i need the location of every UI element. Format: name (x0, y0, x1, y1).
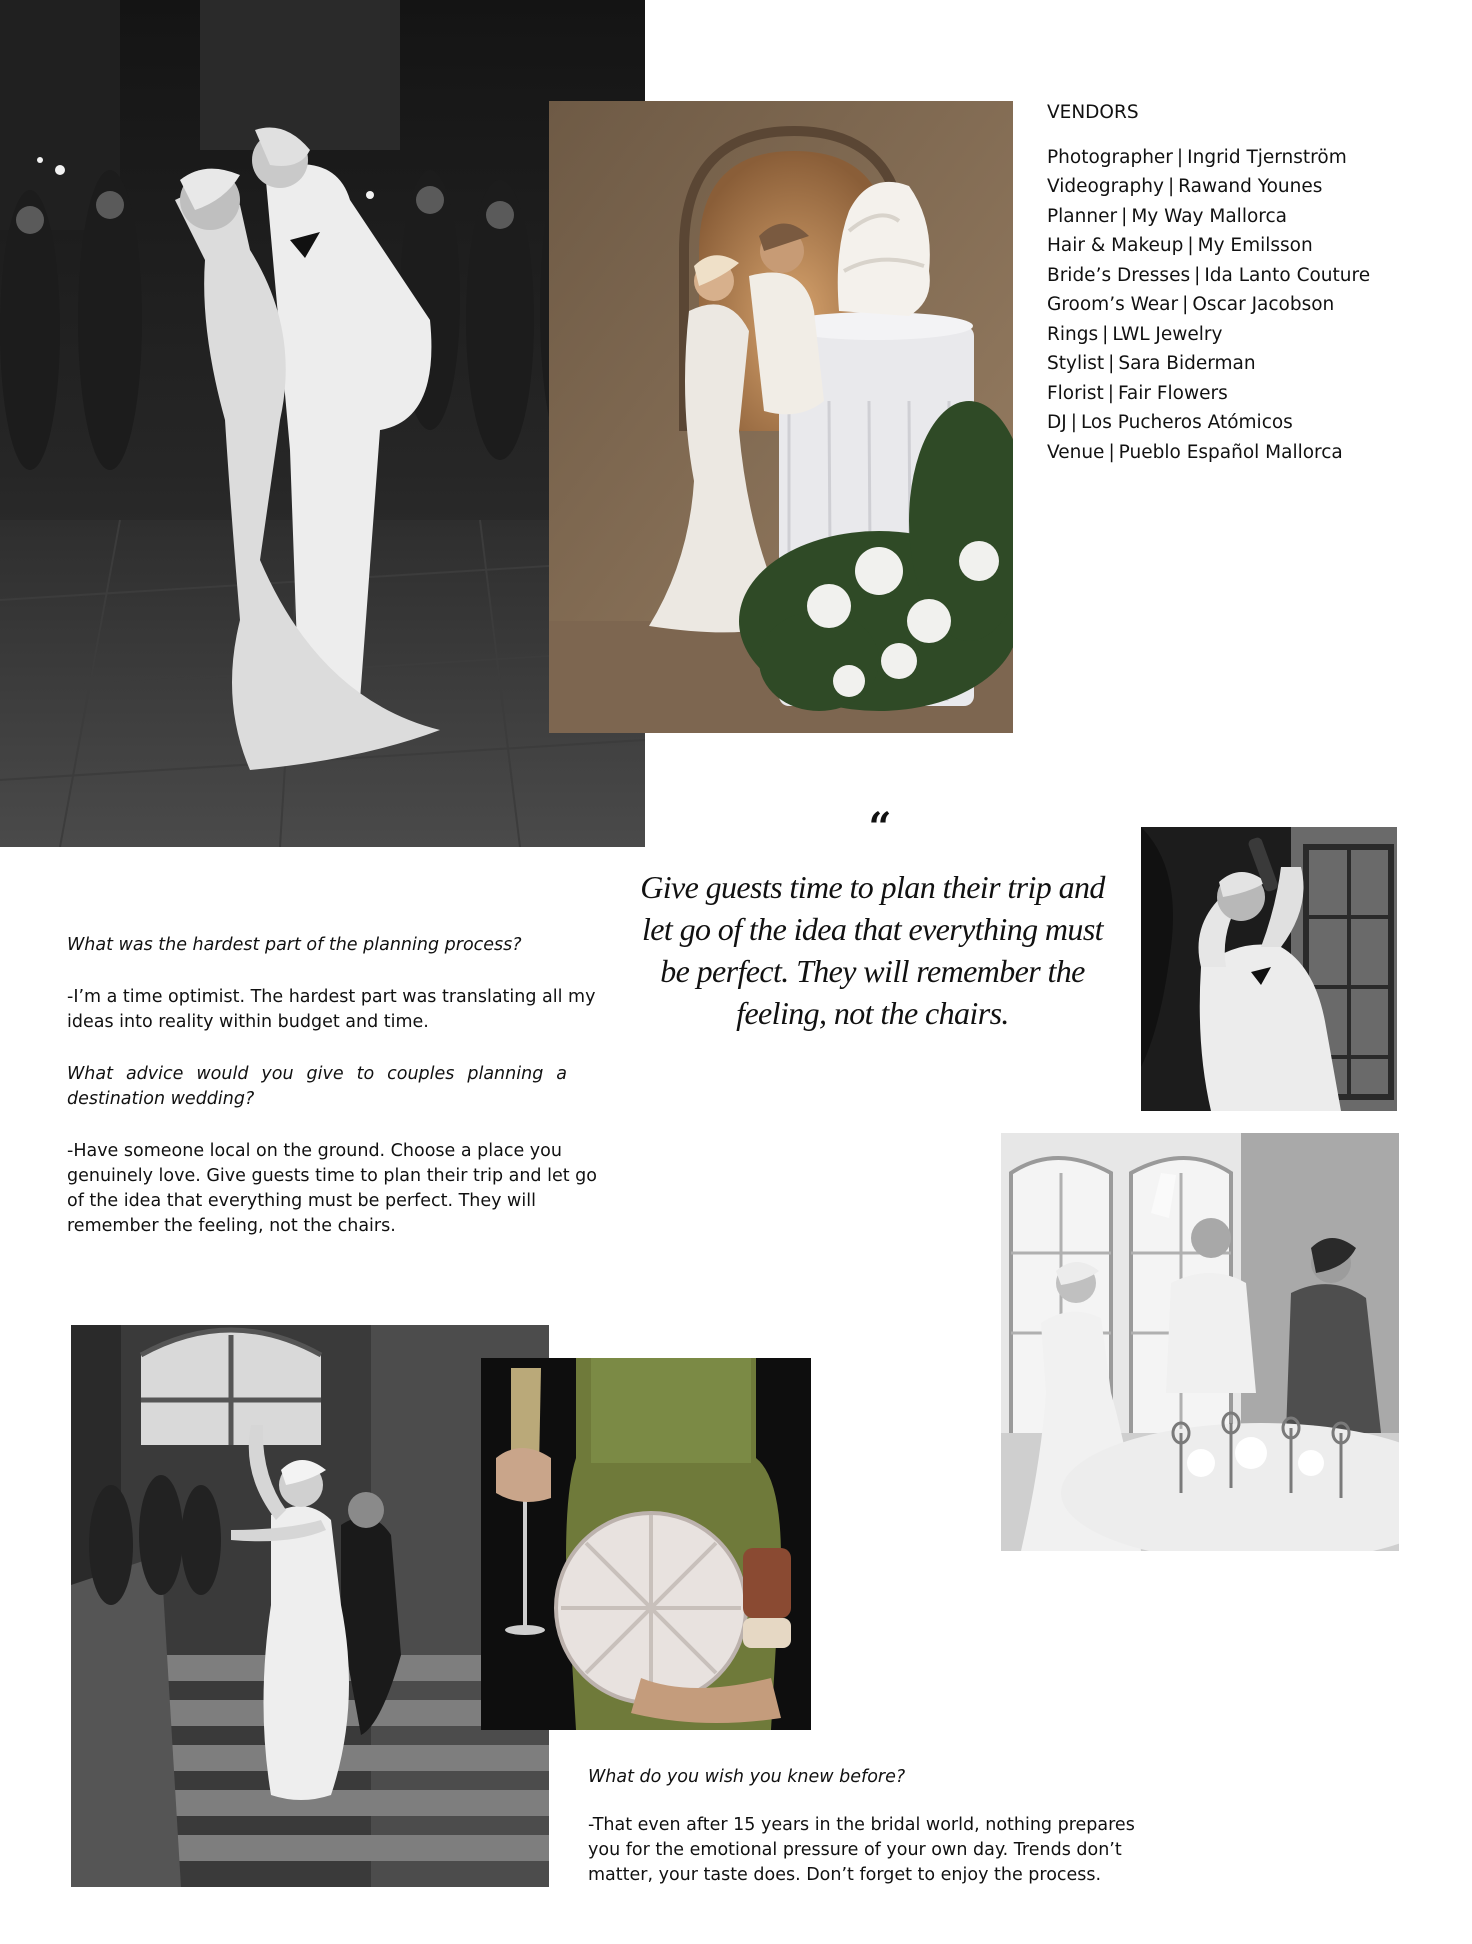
answer-text: -Have someone local on the ground. Choose a place you genuinely love. Give guests time to plan their trip and let go of the idea that everything must be perfect. They will remember the feeling, not the chairs. (67, 1141, 597, 1236)
answer-hardest-part (67, 985, 597, 1035)
vendor-row (1047, 143, 1447, 173)
vendor-name: Oscar Jacobson (1192, 294, 1335, 315)
vendor-separator: | (1187, 235, 1194, 256)
vendor-separator: | (1167, 176, 1175, 197)
vendor-name: Ingrid Tjernström (1187, 146, 1347, 168)
photo-bride-stairs (71, 1325, 549, 1887)
vendor-row (1047, 349, 1447, 379)
vendor-row (1047, 320, 1447, 350)
vendor-role: Planner (1047, 205, 1118, 227)
photo-dinner-toast (1001, 1133, 1399, 1551)
answer-advice (67, 1139, 597, 1239)
answer-text: -That even after 15 years in the bridal world, nothing prepares you for the emotional pressure of your own day. Trends don’t matter, your taste does. Don’t forget to enjoy the process. (588, 1815, 1135, 1885)
question-text: What advice would you give to couples planning a destination wedding? (67, 1064, 567, 1109)
vendor-separator: | (1176, 146, 1184, 168)
vendor-name: Sara Biderman (1118, 353, 1256, 374)
vendor-role: Rings (1047, 323, 1099, 345)
vendor-name: Fair Flowers (1117, 382, 1228, 404)
vendor-separator: | (1108, 441, 1115, 463)
vendors-block (1047, 98, 1447, 467)
vendor-role: Stylist (1047, 353, 1105, 374)
question-advice (67, 1062, 567, 1112)
vendor-role: Groom’s Wear (1047, 294, 1179, 315)
vendor-role: Videography (1047, 176, 1164, 197)
vendor-separator: | (1182, 294, 1189, 315)
vendor-role: Photographer (1047, 146, 1173, 168)
vendor-separator: | (1107, 382, 1114, 404)
photo-groom-drinking (1141, 827, 1397, 1111)
vendor-separator: | (1121, 205, 1128, 227)
vendor-name: Rawand Younes (1178, 176, 1323, 197)
vendor-separator: | (1102, 323, 1109, 345)
vendor-name: My Way Mallorca (1131, 205, 1287, 227)
vendor-name: Pueblo Español Mallorca (1118, 441, 1343, 463)
question-wish-knew (588, 1765, 1148, 1790)
vendor-row (1047, 202, 1447, 232)
vendor-separator: | (1194, 264, 1201, 286)
vendors-title: VENDORS (1047, 102, 1139, 123)
vendor-row (1047, 261, 1447, 291)
question-text: What do you wish you knew before? (588, 1767, 906, 1787)
answer-text: -I’m a time optimist. The hardest part was translating all my ideas into reality within budget and time. (67, 987, 596, 1032)
vendor-separator: | (1108, 353, 1115, 374)
vendor-row (1047, 438, 1447, 468)
vendor-role: Hair & Makeup (1047, 235, 1184, 256)
vendor-role: DJ (1047, 412, 1067, 433)
vendor-role: Venue (1047, 441, 1105, 463)
vendor-row (1047, 231, 1447, 261)
vendor-name: Ida Lanto Couture (1204, 264, 1371, 286)
vendor-name: Los Pucheros Atómicos (1080, 412, 1293, 433)
vendor-role: Florist (1047, 382, 1104, 404)
question-text: What was the hardest part of the planning process? (67, 935, 522, 955)
vendor-name: My Emilsson (1197, 235, 1313, 256)
vendor-role: Bride’s Dresses (1047, 264, 1191, 286)
vendor-row (1047, 408, 1447, 438)
question-hardest-part (67, 933, 597, 958)
vendor-name: LWL Jewelry (1112, 323, 1223, 345)
vendor-separator: | (1070, 412, 1077, 433)
photo-champagne-clutch (481, 1358, 811, 1730)
answer-wish-knew (588, 1813, 1148, 1888)
vendor-row (1047, 290, 1447, 320)
vendor-row (1047, 379, 1447, 409)
quote-mark-icon: “ (868, 804, 892, 851)
vendor-row (1047, 172, 1447, 202)
vendor-list (1047, 143, 1447, 468)
pull-quote: Give guests time to plan their trip and let go of the idea that everything must be perfect. They will remember the feeling, not the chairs. (640, 869, 1105, 1031)
photo-cake-cutting (549, 101, 1013, 733)
